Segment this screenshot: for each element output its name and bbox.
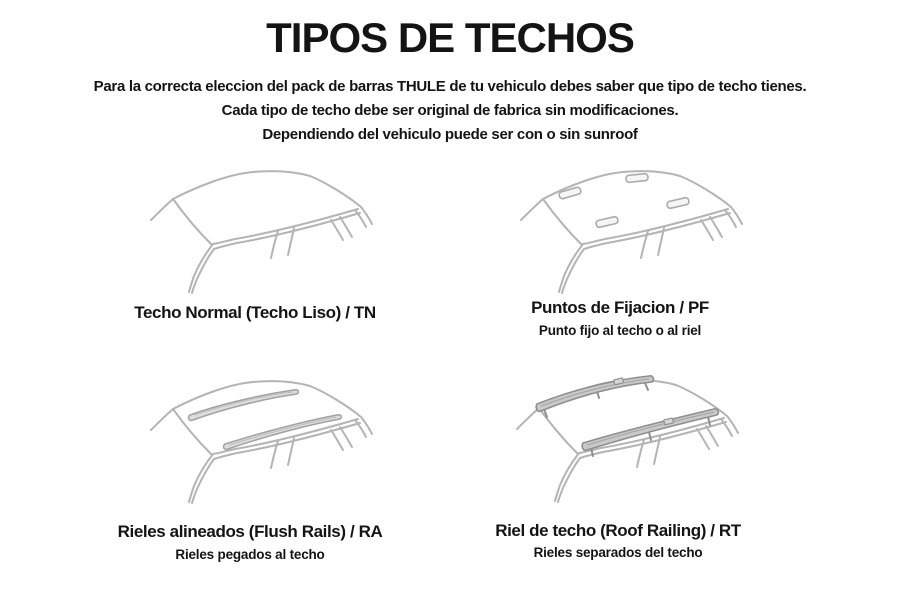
intro-line-3: Dependiendo del vehiculo puede ser con o sin sunroof [262, 126, 638, 143]
page-title: TIPOS DE TECHOS [266, 14, 634, 61]
raised-roof-rails [536, 376, 718, 456]
intro-line-1: Para la correcta eleccion del pack de barras THULE de tu vehiculo debes saber que tipo de techo tienes. [93, 78, 807, 95]
plain-roof-icon [120, 160, 420, 300]
roof-type-label-tn: Techo Normal (Techo Liso) / TN [134, 303, 376, 322]
fixpoint-roof-icon [490, 160, 790, 300]
fixation-points [558, 173, 689, 228]
roof-type-sublabel-pf: Punto fijo al techo o al riel [538, 323, 702, 338]
roof-type-label-pf: Puntos de Fijacion / PF [531, 298, 709, 317]
flush-rails [189, 390, 342, 450]
roof-type-sublabel-ra: Rieles pegados al techo [175, 547, 325, 562]
intro-line-2: Cada tipo de techo debe ser original de fabrica sin modificaciones. [221, 102, 679, 119]
roof-railing-roof-icon [486, 369, 786, 509]
roof-type-label-ra: Rieles alineados (Flush Rails) / RA [117, 522, 383, 541]
roof-type-label-rt: Riel de techo (Roof Railing) / RT [495, 521, 741, 540]
intro-text [0, 75, 900, 147]
flush-rails-roof-icon [120, 370, 420, 510]
roof-type-sublabel-rt: Rieles separados del techo [533, 545, 703, 560]
